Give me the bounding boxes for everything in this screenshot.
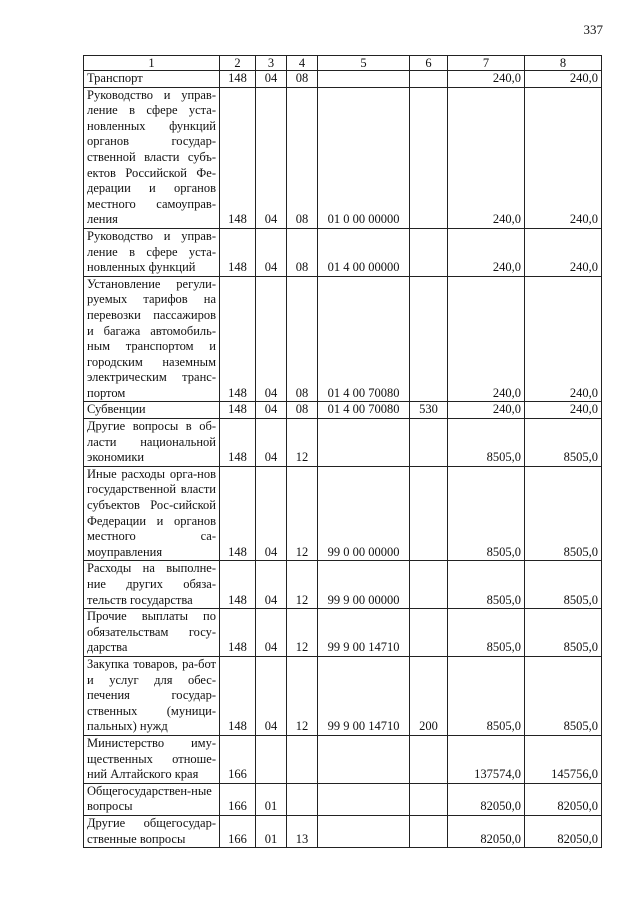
row-amount-year-2: 240,0 (525, 228, 602, 276)
row-amount-year-1: 240,0 (448, 228, 525, 276)
table-body (84, 71, 602, 848)
row-target-article: 99 9 00 14710 (318, 656, 410, 735)
table-row (84, 656, 602, 735)
row-section-code: 04 (256, 228, 287, 276)
row-section-code: 04 (256, 466, 287, 561)
row-name: Другие общегосудар-ственные вопросы (84, 815, 220, 847)
table-row (84, 609, 602, 657)
table-row (84, 276, 602, 402)
row-amount-year-1: 8505,0 (448, 656, 525, 735)
row-amount-year-2: 8505,0 (525, 466, 602, 561)
row-target-article: 01 4 00 70080 (318, 276, 410, 402)
header-col-2: 2 (220, 56, 256, 71)
row-subsection-code: 12 (287, 419, 318, 467)
row-section-code: 04 (256, 561, 287, 609)
row-ministry-code: 166 (220, 783, 256, 815)
row-target-article (318, 783, 410, 815)
row-subsection-code: 12 (287, 609, 318, 657)
table-row (84, 735, 602, 783)
row-target-article: 99 9 00 14710 (318, 609, 410, 657)
row-target-article (318, 815, 410, 847)
row-target-article (318, 419, 410, 467)
row-section-code: 04 (256, 419, 287, 467)
row-subsection-code (287, 783, 318, 815)
row-amount-year-2: 8505,0 (525, 609, 602, 657)
header-col-6: 6 (410, 56, 448, 71)
row-subsection-code (287, 735, 318, 783)
row-subsection-code: 08 (287, 402, 318, 419)
row-ministry-code: 148 (220, 419, 256, 467)
page-number: 337 (583, 22, 603, 37)
row-amount-year-2: 240,0 (525, 276, 602, 402)
table-row (84, 87, 602, 228)
row-target-article: 99 9 00 00000 (318, 561, 410, 609)
row-amount-year-2: 240,0 (525, 402, 602, 419)
row-subsection-code: 12 (287, 656, 318, 735)
row-amount-year-2: 82050,0 (525, 783, 602, 815)
row-amount-year-1: 8505,0 (448, 466, 525, 561)
row-expense-type (410, 783, 448, 815)
header-col-8: 8 (525, 56, 602, 71)
table-header-row (84, 56, 602, 71)
header-col-4: 4 (287, 56, 318, 71)
row-ministry-code: 148 (220, 71, 256, 88)
header-col-1: 1 (84, 56, 220, 71)
row-amount-year-2: 8505,0 (525, 656, 602, 735)
row-name: Министерство иму-щественных отноше-ний Алтайского края (84, 735, 220, 783)
row-subsection-code: 08 (287, 71, 318, 88)
row-expense-type (410, 561, 448, 609)
row-amount-year-2: 145756,0 (525, 735, 602, 783)
row-section-code: 04 (256, 656, 287, 735)
row-ministry-code: 148 (220, 609, 256, 657)
table-row (84, 419, 602, 467)
row-ministry-code: 148 (220, 466, 256, 561)
row-amount-year-1: 8505,0 (448, 419, 525, 467)
row-name: Транспорт (84, 71, 220, 88)
row-expense-type (410, 815, 448, 847)
row-amount-year-1: 82050,0 (448, 783, 525, 815)
row-expense-type (410, 419, 448, 467)
row-expense-type (410, 735, 448, 783)
row-subsection-code: 12 (287, 561, 318, 609)
row-name: Установление регули-руемых тарифов на перевозки пассажиров и багажа автомобиль-ным транспортом и городским наземным электрическим транс-портом (84, 276, 220, 402)
table-row (84, 71, 602, 88)
table-row (84, 402, 602, 419)
row-ministry-code: 148 (220, 228, 256, 276)
header-col-3: 3 (256, 56, 287, 71)
row-name: Субвенции (84, 402, 220, 419)
row-ministry-code: 148 (220, 87, 256, 228)
row-amount-year-2: 8505,0 (525, 561, 602, 609)
row-amount-year-2: 240,0 (525, 71, 602, 88)
row-expense-type (410, 87, 448, 228)
table-row (84, 783, 602, 815)
table-row (84, 561, 602, 609)
row-amount-year-1: 8505,0 (448, 609, 525, 657)
row-ministry-code: 148 (220, 276, 256, 402)
row-section-code: 04 (256, 609, 287, 657)
row-expense-type (410, 609, 448, 657)
header-col-5: 5 (318, 56, 410, 71)
row-expense-type: 530 (410, 402, 448, 419)
row-section-code: 01 (256, 783, 287, 815)
row-amount-year-2: 82050,0 (525, 815, 602, 847)
row-section-code (256, 735, 287, 783)
row-amount-year-1: 240,0 (448, 87, 525, 228)
row-ministry-code: 148 (220, 402, 256, 419)
row-amount-year-1: 240,0 (448, 71, 525, 88)
row-subsection-code: 08 (287, 87, 318, 228)
row-subsection-code: 08 (287, 228, 318, 276)
row-subsection-code: 13 (287, 815, 318, 847)
row-name: Руководство и управ-ление в сфере уста-новленных функций (84, 228, 220, 276)
header-col-7: 7 (448, 56, 525, 71)
row-amount-year-1: 240,0 (448, 402, 525, 419)
row-ministry-code: 148 (220, 656, 256, 735)
row-section-code: 04 (256, 276, 287, 402)
row-name: Руководство и управ-ление в сфере уста-новленных функций органов государ-ственной власти субъ-ектов Российской Фе-дерации и органов местного самоуправ-ления (84, 87, 220, 228)
row-ministry-code: 166 (220, 815, 256, 847)
row-amount-year-1: 240,0 (448, 276, 525, 402)
row-section-code: 04 (256, 71, 287, 88)
row-expense-type (410, 228, 448, 276)
row-amount-year-1: 137574,0 (448, 735, 525, 783)
row-expense-type (410, 71, 448, 88)
row-section-code: 04 (256, 87, 287, 228)
row-expense-type (410, 276, 448, 402)
row-expense-type: 200 (410, 656, 448, 735)
row-ministry-code: 166 (220, 735, 256, 783)
row-name: Закупка товаров, ра-бот и услуг для обес-печения государ-ственных (муници-пальных) нужд (84, 656, 220, 735)
row-name: Другие вопросы в об-ласти национальной экономики (84, 419, 220, 467)
row-name: Иные расходы орга-нов государственной власти субъектов Рос-сийской Федерации и органов местного са-моуправления (84, 466, 220, 561)
row-name: Расходы на выполне-ние других обяза-тельств государства (84, 561, 220, 609)
row-name: Прочие выплаты по обязательствам госу-дарства (84, 609, 220, 657)
row-amount-year-1: 82050,0 (448, 815, 525, 847)
row-amount-year-2: 240,0 (525, 87, 602, 228)
row-target-article: 01 0 00 00000 (318, 87, 410, 228)
row-section-code: 01 (256, 815, 287, 847)
row-ministry-code: 148 (220, 561, 256, 609)
table-row (84, 466, 602, 561)
row-amount-year-1: 8505,0 (448, 561, 525, 609)
budget-table (83, 55, 602, 848)
table-row (84, 815, 602, 847)
row-subsection-code: 08 (287, 276, 318, 402)
row-amount-year-2: 8505,0 (525, 419, 602, 467)
row-target-article (318, 735, 410, 783)
row-target-article (318, 71, 410, 88)
row-target-article: 99 0 00 00000 (318, 466, 410, 561)
row-expense-type (410, 466, 448, 561)
table-row (84, 228, 602, 276)
row-target-article: 01 4 00 70080 (318, 402, 410, 419)
row-target-article: 01 4 00 00000 (318, 228, 410, 276)
row-section-code: 04 (256, 402, 287, 419)
row-name: Общегосударствен-ные вопросы (84, 783, 220, 815)
row-subsection-code: 12 (287, 466, 318, 561)
